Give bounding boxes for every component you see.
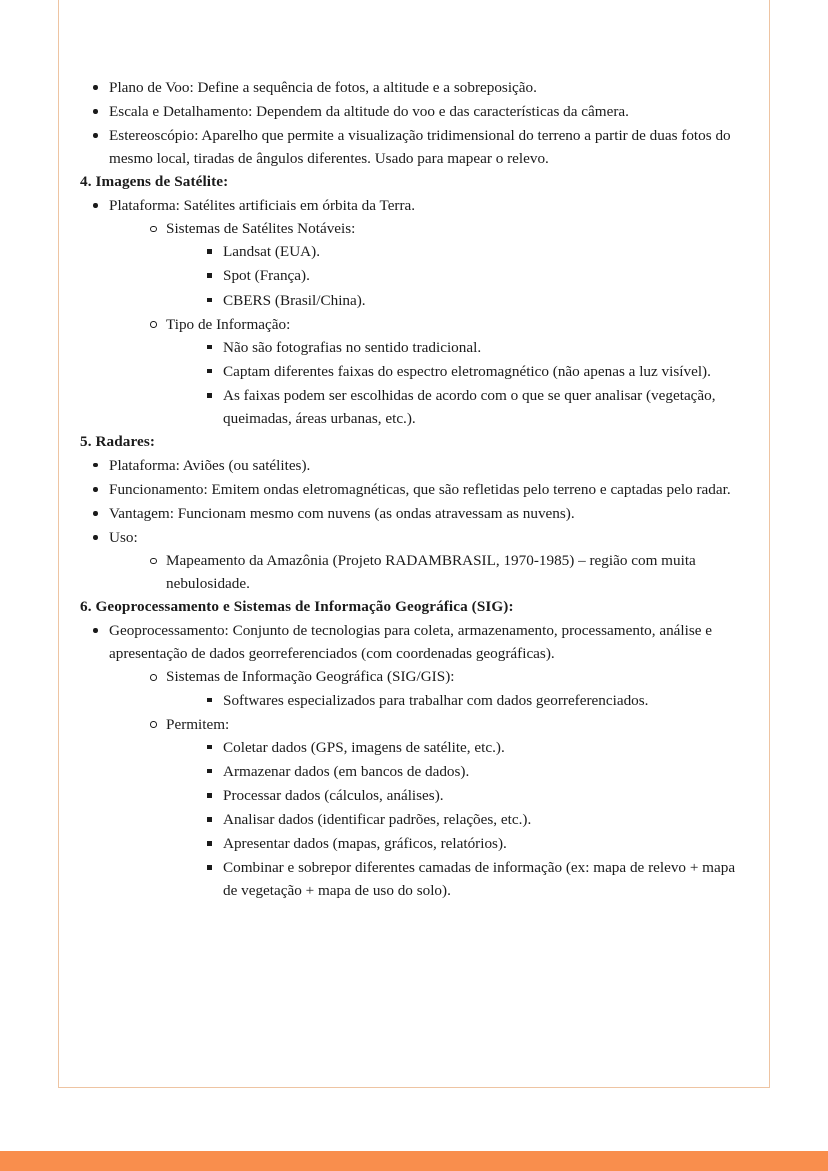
bullet-list-level-1 — [80, 454, 740, 596]
list-item-text: Vantagem: Funcionam mesmo com nuvens (as ondas atravessam as nuvens). — [109, 505, 575, 523]
list-item-level-1 — [80, 502, 740, 525]
square-bullet-icon — [207, 345, 212, 350]
list-item-level-2 — [137, 713, 740, 903]
section-heading: 5. Radares: — [80, 433, 156, 451]
square-bullet-icon — [207, 273, 212, 278]
square-bullet-icon — [207, 793, 212, 798]
disc-bullet-icon — [93, 109, 98, 114]
list-item-level-3 — [194, 784, 740, 807]
list-item-text: Combinar e sobrepor diferentes camadas de informação (ex: mapa de relevo + mapa de vegetação + mapa de uso do solo). — [223, 859, 736, 900]
bullet-list-level-1 — [80, 619, 740, 902]
bullet-list-level-3 — [194, 736, 740, 903]
list-item-text: Estereoscópio: Aparelho que permite a visualização tridimensional do terreno a partir de duas fotos do mesmo local, tiradas de ângulos diferentes. Usado para mapear o relevo. — [109, 127, 731, 168]
square-bullet-icon — [207, 817, 212, 822]
list-item-text: Apresentar dados (mapas, gráficos, relatórios). — [223, 835, 507, 853]
square-bullet-icon — [207, 298, 212, 303]
list-item-text: Tipo de Informação: — [166, 315, 291, 333]
bullet-list-level-3 — [194, 240, 740, 311]
list-item-level-3 — [194, 360, 740, 383]
section — [80, 431, 740, 595]
list-item-text: Uso: — [109, 529, 138, 547]
list-item-level-1 — [80, 194, 740, 430]
square-bullet-icon — [207, 393, 212, 398]
list-item-text: Funcionamento: Emitem ondas eletromagnéticas, que são refletidas pelo terreno e captadas pelo radar. — [109, 481, 731, 498]
list-item-level-3 — [194, 760, 740, 783]
list-item-level-1 — [80, 526, 740, 595]
list-item-text: Spot (França). — [223, 267, 310, 285]
square-bullet-icon — [207, 769, 212, 774]
disc-bullet-icon — [93, 628, 98, 633]
list-item-level-3 — [194, 689, 740, 712]
list-item-text: Landsat (EUA). — [223, 243, 320, 261]
section — [80, 171, 740, 430]
bullet-list-level-2 — [137, 217, 740, 430]
list-item-level-2 — [137, 549, 740, 595]
list-item-level-2 — [137, 665, 740, 711]
square-bullet-icon — [207, 745, 212, 750]
list-item-level-1 — [80, 124, 740, 170]
circle-bullet-icon — [150, 226, 157, 233]
list-item-text: Sistemas de Satélites Notáveis: — [166, 220, 356, 238]
bullet-list-level-3 — [194, 336, 740, 430]
list-item-text: Plano de Voo: Define a sequência de fotos, a altitude e a sobreposição. — [109, 79, 537, 96]
list-item-level-3 — [194, 832, 740, 855]
list-item-text: Armazenar dados (em bancos de dados). — [223, 762, 470, 780]
disc-bullet-icon — [93, 487, 98, 492]
list-item-text: Plataforma: Aviões (ou satélites). — [109, 456, 311, 474]
list-item-level-3 — [194, 384, 740, 430]
list-item-text: Captam diferentes faixas do espectro eletromagnético (não apenas a luz visível). — [223, 362, 711, 380]
disc-bullet-icon — [93, 463, 98, 468]
circle-bullet-icon — [150, 721, 157, 728]
circle-bullet-icon — [150, 558, 157, 565]
list-item-level-3 — [194, 336, 740, 359]
disc-bullet-icon — [93, 535, 98, 540]
list-item-text: Sistemas de Informação Geográfica (SIG/GIS): — [166, 668, 455, 686]
bullet-list-level-3 — [194, 689, 740, 712]
list-item-text: Escala e Detalhamento: Dependem da altitude do voo e das características da câmera. — [109, 103, 629, 121]
disc-bullet-icon — [93, 85, 98, 90]
list-item-level-1 — [80, 76, 740, 99]
bullet-list-level-2 — [137, 549, 740, 595]
square-bullet-icon — [207, 249, 212, 254]
list-item-text: Coletar dados (GPS, imagens de satélite, etc.). — [223, 738, 505, 756]
bullet-list-level-2 — [137, 665, 740, 902]
list-item-text: Plataforma: Satélites artificiais em órbita da Terra. — [109, 197, 416, 215]
section-heading: 4. Imagens de Satélite: — [80, 173, 229, 191]
circle-bullet-icon — [150, 674, 157, 681]
list-item-level-3 — [194, 240, 740, 263]
circle-bullet-icon — [150, 321, 157, 328]
square-bullet-icon — [207, 698, 212, 703]
square-bullet-icon — [207, 369, 212, 374]
list-item-level-2 — [137, 217, 740, 311]
disc-bullet-icon — [93, 203, 98, 208]
document-content — [80, 76, 740, 903]
intro-list — [80, 76, 740, 170]
square-bullet-icon — [207, 865, 212, 870]
list-item-text: CBERS (Brasil/China). — [223, 291, 366, 309]
list-item-level-3 — [194, 856, 740, 902]
section — [80, 596, 740, 902]
document-sections — [80, 171, 740, 902]
list-item-level-1 — [80, 100, 740, 123]
list-item-text: Analisar dados (identificar padrões, relações, etc.). — [223, 811, 532, 829]
list-item-text: Processar dados (cálculos, análises). — [223, 786, 444, 804]
list-item-text: Permitem: — [166, 715, 230, 733]
list-item-text: Mapeamento da Amazônia (Projeto RADAMBRASIL, 1970-1985) – região com muita nebulosidade. — [166, 552, 696, 593]
list-item-level-2 — [137, 313, 740, 430]
square-bullet-icon — [207, 841, 212, 846]
list-item-text: As faixas podem ser escolhidas de acordo com o que se quer analisar (vegetação, queimadas, áreas urbanas, etc.). — [223, 386, 716, 428]
disc-bullet-icon — [93, 133, 98, 138]
list-item-level-1 — [80, 478, 740, 501]
list-item-level-3 — [194, 736, 740, 759]
bullet-list-level-1 — [80, 194, 740, 430]
list-item-text: Geoprocessamento: Conjunto de tecnologias para coleta, armazenamento, processamento, análise e apresentação de dados georreferenciados (com coordenadas geográficas). — [109, 622, 713, 663]
list-item-level-3 — [194, 808, 740, 831]
list-item-level-3 — [194, 289, 740, 312]
list-item-level-1 — [80, 454, 740, 477]
list-item-level-1 — [80, 619, 740, 902]
bottom-accent-band — [0, 1151, 828, 1171]
list-item-text: Não são fotografias no sentido tradicional. — [223, 338, 482, 356]
disc-bullet-icon — [93, 511, 98, 516]
section-heading: 6. Geoprocessamento e Sistemas de Informação Geográfica (SIG): — [80, 598, 514, 616]
list-item-text: Softwares especializados para trabalhar com dados georreferenciados. — [223, 691, 649, 709]
list-item-level-3 — [194, 264, 740, 287]
